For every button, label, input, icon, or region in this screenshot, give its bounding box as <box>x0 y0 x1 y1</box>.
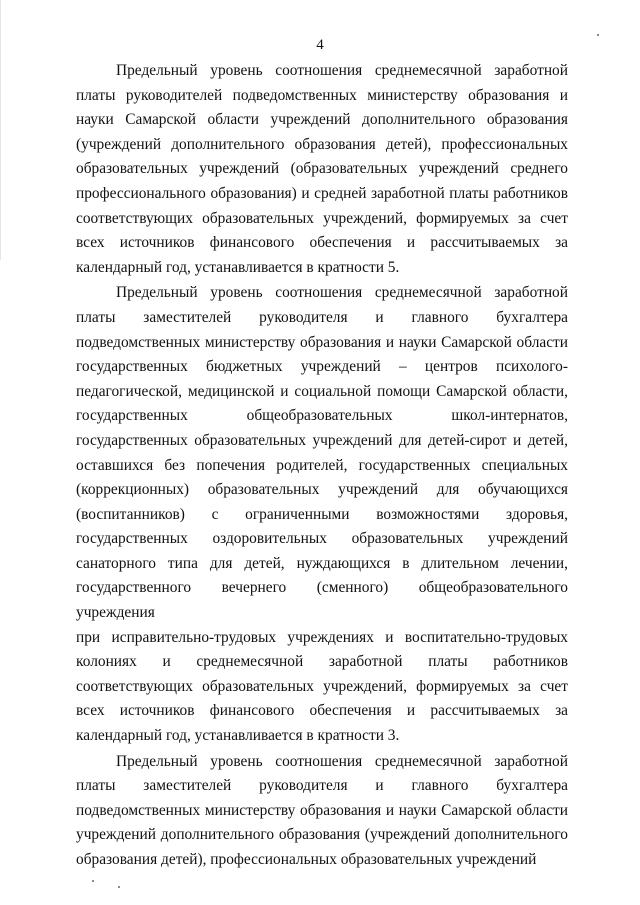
text-line: государственных образовательных учреждений для детей-сирот и детей, <box>76 431 568 449</box>
scan-speck <box>118 886 120 888</box>
text-line: (коррекционных) образовательных учреждений для обучающихся <box>76 481 568 499</box>
text-line: педагогической, медицинской и социальной помощи Самарской области, <box>76 382 568 400</box>
text-line: календарный год, устанавливается в кратности 3. <box>76 727 400 745</box>
text-line: Предельный уровень соотношения среднемесячной заработной <box>116 284 568 302</box>
text-line: платы заместителей руководителя и главного бухгалтера <box>76 777 568 795</box>
page-number: 4 <box>316 37 324 53</box>
text-line: Предельный уровень соотношения среднемесячной заработной <box>116 752 568 770</box>
text-line: санаторного типа для детей, нуждающихся в длительном лечении, <box>76 554 568 572</box>
paragraph-2 <box>76 281 568 748</box>
text-line: образовательных учреждений (образовательных учреждений среднего <box>76 160 568 178</box>
text-line: всех источников финансового обеспечения и рассчитываемых за <box>76 234 568 252</box>
text-line: платы руководителей подведомственных министерству образования и <box>76 86 568 104</box>
text-line: платы заместителей руководителя и главного бухгалтера <box>76 308 568 326</box>
text-line: государственных бюджетных учреждений – центров психолого- <box>76 358 568 376</box>
text-line: соответствующих образовательных учреждений, формируемых за счет <box>76 209 568 227</box>
text-line: науки Самарской области учреждений дополнительного образования <box>76 111 568 129</box>
text-line: соответствующих образовательных учреждений, формируемых за счет <box>76 677 568 695</box>
text-line: подведомственных министерству образования и науки Самарской области <box>76 333 568 351</box>
text-line: Предельный уровень соотношения среднемесячной заработной <box>116 62 568 79</box>
text-line: государственного вечернего (сменного) общеобразовательного учреждения <box>76 579 568 622</box>
paragraph-3 <box>76 750 568 873</box>
text-line: при исправительно-трудовых учреждениях и воспитательно-трудовых <box>76 628 568 646</box>
text-line: (учреждений дополнительного образования детей), профессиональных <box>76 135 568 153</box>
text-line: оставшихся без попечения родителей, государственных специальных <box>76 456 568 474</box>
text-line: учреждений дополнительного образования (учреждений дополнительного <box>76 826 568 844</box>
scan-speck <box>597 34 599 36</box>
text-line: подведомственных министерству образования и науки Самарской области <box>76 801 568 819</box>
text-line: всех источников финансового обеспечения и рассчитываемых за <box>76 702 568 720</box>
text-line: календарный год, устанавливается в кратности 5. <box>76 258 400 276</box>
text-line: профессионального образования) и средней заработной платы работников <box>76 184 568 202</box>
text-line: государственных оздоровительных образовательных учреждений <box>76 530 568 548</box>
scan-speck <box>92 880 94 882</box>
paragraph-1 <box>76 59 568 280</box>
text-line: государственных общеобразовательных школ-интернатов, <box>76 407 568 425</box>
text-line: образования детей), профессиональных образовательных учреждений <box>76 851 537 868</box>
document-body <box>76 59 568 874</box>
text-line: колониях и среднемесячной заработной платы работников <box>76 653 568 671</box>
text-line: (воспитанников) с ограниченными возможностями здоровья, <box>76 505 568 523</box>
